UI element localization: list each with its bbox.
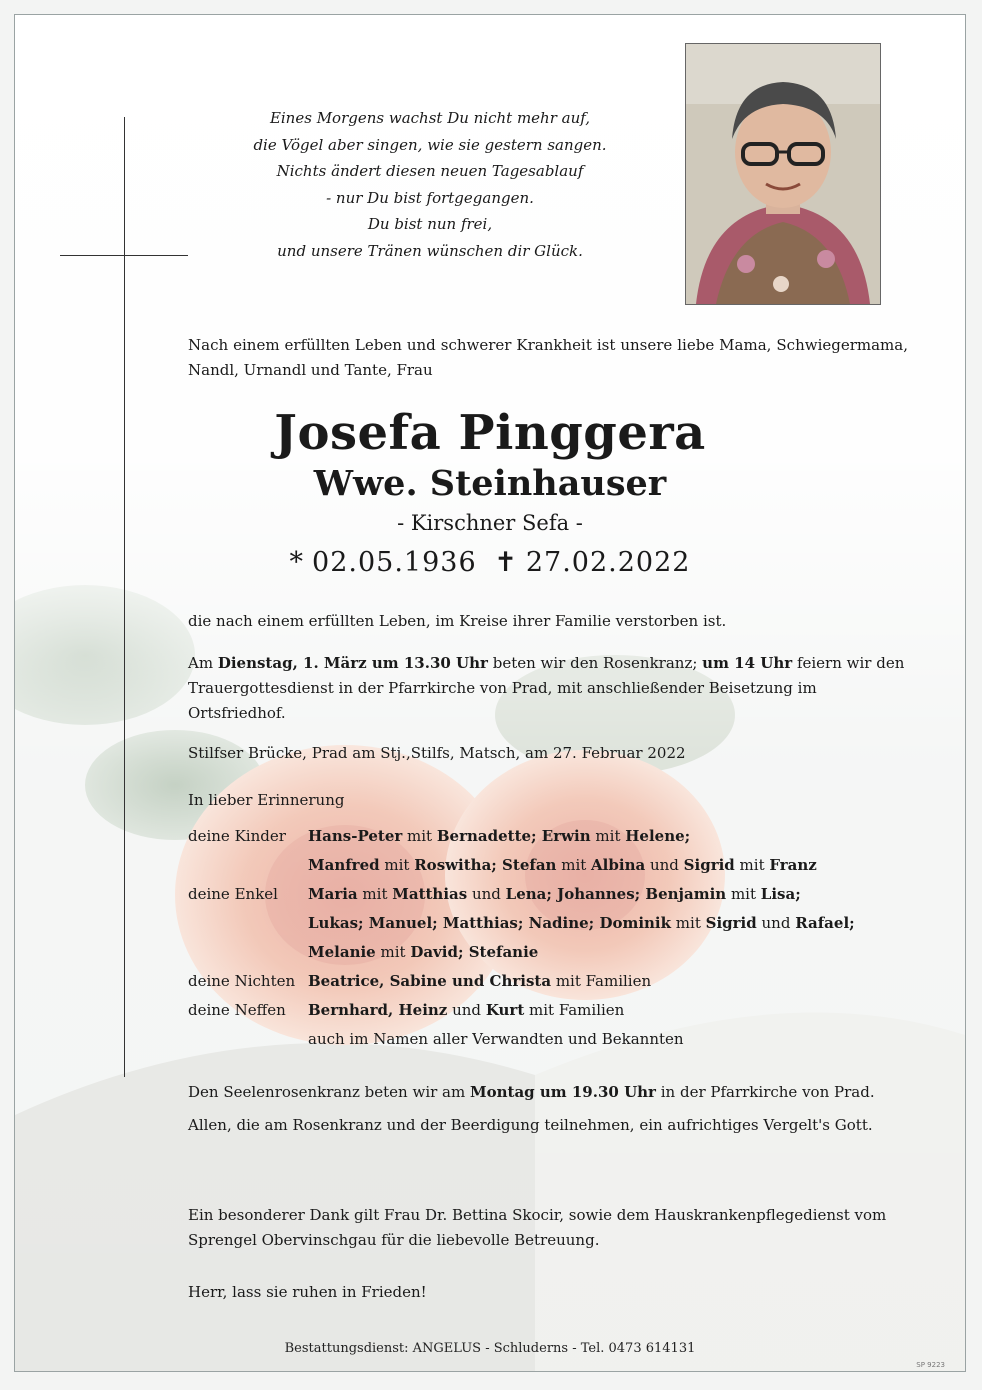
- place-date: Stilfser Brücke, Prad am Stj.,Stilfs, Matsch, am 27. Februar 2022: [188, 744, 686, 762]
- family-name-bold: Bernadette; Erwin: [436, 827, 591, 845]
- family-names: [308, 938, 538, 967]
- poem-line: - nur Du bist fortgegangen.: [326, 188, 534, 207]
- widow-name: Wwe. Steinhauser: [313, 463, 667, 504]
- family-connector: und: [467, 885, 506, 903]
- family-names: [308, 967, 651, 996]
- family-connector: mit: [556, 856, 592, 874]
- family-row-enkel-2: [188, 909, 908, 938]
- family-list: [188, 822, 908, 1054]
- text-segment: Am: [188, 654, 218, 672]
- text-segment: feiern wir den Trauergottesdienst in der Pfarrkirche von Prad, mit anschließender Beisetzung im Ortsfriedhof.: [188, 654, 905, 722]
- family-row-neffen: [188, 996, 908, 1025]
- portrait-image: [686, 44, 880, 304]
- poem-line: die Vögel aber singen, wie sie gestern sangen.: [253, 135, 607, 154]
- family-connector: und: [447, 1001, 486, 1019]
- family-row-nichten: [188, 967, 908, 996]
- poem-line: Du bist nun frei,: [367, 215, 493, 233]
- family-connector: mit: [402, 827, 437, 845]
- family-connector: mit: [726, 885, 761, 903]
- print-code: SP 9223: [916, 1361, 945, 1369]
- family-row-enkel: [188, 880, 908, 909]
- remembrance-heading: In lieber Erinnerung: [188, 791, 345, 809]
- family-connector: mit Familien: [551, 972, 652, 990]
- family-row-others: [188, 1025, 908, 1054]
- family-name-bold: Rafael;: [795, 914, 855, 932]
- family-name-bold: Beatrice, Sabine und Christa: [308, 972, 552, 990]
- family-connector: mit: [357, 885, 393, 903]
- cross-horizontal-bar: [60, 255, 188, 256]
- family-connector: mit Familien: [524, 1001, 625, 1019]
- family-connector: und: [756, 914, 796, 932]
- poem: [215, 105, 645, 264]
- family-names: [308, 996, 624, 1025]
- birth-date: 02.05.1936: [312, 547, 477, 578]
- poem-line: Nichts ändert diesen neuen Tagesablauf: [276, 162, 584, 180]
- text-segment: in der Pfarrkirche von Prad.: [655, 1083, 875, 1101]
- bold-segment: um 14 Uhr: [702, 654, 793, 672]
- portrait-photo: [685, 43, 881, 305]
- family-connector: mit: [375, 943, 411, 961]
- family-names: [308, 909, 855, 938]
- nickname: - Kirschner Sefa -: [397, 511, 583, 535]
- deceased-name: Josefa Pinggera: [274, 405, 706, 461]
- family-others: auch im Namen aller Verwandten und Bekannten: [308, 1030, 684, 1048]
- bold-segment: Montag um 19.30 Uhr: [470, 1083, 656, 1101]
- family-label: deine Neffen: [188, 1001, 286, 1019]
- family-name-bold: Lena; Johannes; Benjamin: [505, 885, 727, 903]
- family-name-bold: Hans-Peter: [308, 827, 403, 845]
- family-name-bold: Melanie: [308, 943, 376, 961]
- family-connector: und: [645, 856, 684, 874]
- text-segment: beten wir den Rosenkranz;: [487, 654, 703, 672]
- family-name-bold: Matthias: [392, 885, 468, 903]
- family-name-bold: Manfred: [308, 856, 380, 874]
- family-connector: mit: [590, 827, 626, 845]
- obituary-card: [14, 14, 966, 1372]
- family-connector: mit: [379, 856, 415, 874]
- family-names: [308, 822, 690, 851]
- family-names: [308, 851, 817, 880]
- intro-paragraph: Nach einem erfüllten Leben und schwerer Krankheit ist unsere liebe Mama, Schwiegermama, Nandl, Urnandl und Tante, Frau: [188, 336, 908, 379]
- poem-line: und unsere Tränen wünschen dir Glück.: [277, 241, 583, 260]
- family-name-bold: Kurt: [485, 1001, 525, 1019]
- rosary-info: [188, 1080, 908, 1105]
- family-name-bold: Helene;: [625, 827, 691, 845]
- family-label: deine Enkel: [188, 885, 278, 903]
- cross-vertical-bar: [124, 117, 125, 1077]
- death-cross-icon: ✝: [494, 547, 518, 578]
- thanks-attendees: Allen, die am Rosenkranz und der Beerdigung teilnehmen, ein aufrichtiges Vergelt's Gott.: [188, 1116, 873, 1134]
- family-name-bold: Lisa;: [760, 885, 801, 903]
- family-name-bold: Maria: [308, 885, 358, 903]
- family-name-bold: David; Stefanie: [410, 943, 539, 961]
- death-date: 27.02.2022: [525, 547, 691, 578]
- family-names: [308, 880, 801, 909]
- family-name-bold: Roswitha; Stefan: [414, 856, 557, 874]
- family-name-bold: Sigrid: [705, 914, 757, 932]
- family-label: deine Nichten: [188, 972, 296, 990]
- family-label: deine Kinder: [188, 827, 286, 845]
- family-row-kinder-2: [188, 851, 908, 880]
- family-connector: mit: [671, 914, 706, 932]
- family-name-bold: Lukas; Manuel; Matthias; Nadine; Dominik: [308, 914, 672, 932]
- death-statement: die nach einem erfüllten Leben, im Kreise ihrer Familie verstorben ist.: [188, 612, 727, 630]
- funeral-service-footer: Bestattungsdienst: ANGELUS - Schluderns - Tel. 0473 614131: [284, 1341, 696, 1356]
- family-name-bold: Bernhard, Heinz: [308, 1001, 448, 1019]
- family-row-kinder: [188, 822, 908, 851]
- text-segment: Den Seelenrosenkranz beten wir am: [188, 1083, 470, 1101]
- family-name-bold: Albina: [591, 856, 646, 874]
- family-connector: mit: [734, 856, 770, 874]
- funeral-info: [188, 651, 908, 726]
- family-row-enkel-3: [188, 938, 908, 967]
- family-name-bold: Franz: [769, 856, 817, 874]
- bold-segment: Dienstag, 1. März um 13.30 Uhr: [217, 654, 488, 672]
- family-name-bold: Sigrid: [683, 856, 735, 874]
- closing-prayer: Herr, lass sie ruhen in Frieden!: [188, 1283, 427, 1301]
- special-thanks: Ein besonderer Dank gilt Frau Dr. Bettina Skocir, sowie dem Hauskrankenpflegedienst vom Sprengel Obervinschgau für die liebevolle Betreuung.: [188, 1206, 887, 1249]
- life-dates: [15, 545, 965, 581]
- birth-star-icon: *: [289, 547, 305, 578]
- poem-line: Eines Morgens wachst Du nicht mehr auf,: [269, 109, 591, 127]
